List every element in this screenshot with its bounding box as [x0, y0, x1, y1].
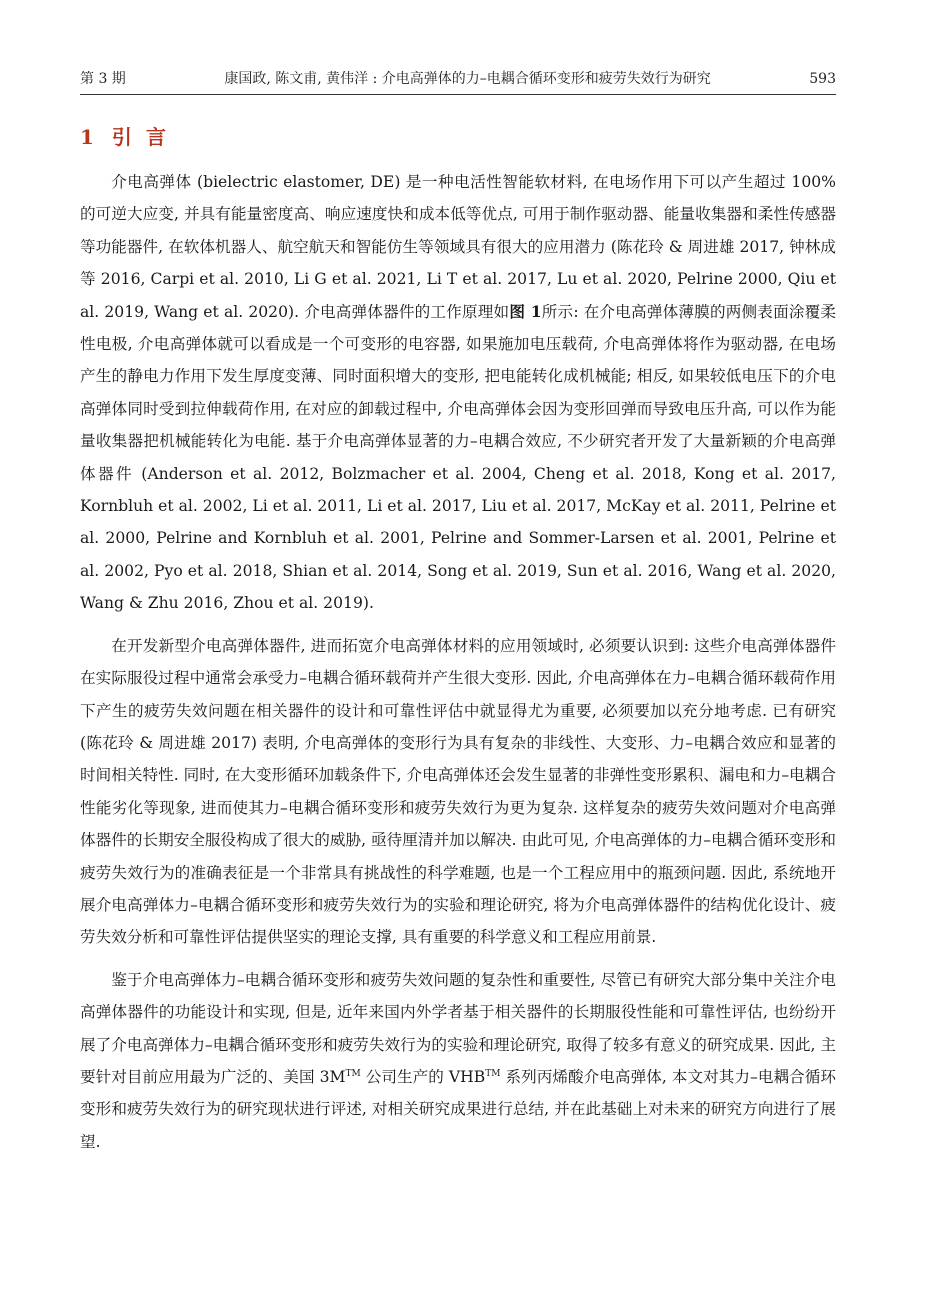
page-number: 593	[809, 71, 836, 87]
paragraph-3	[80, 964, 836, 1158]
paragraph-text: 鉴于介电高弹体力–电耦合循环变形和疲劳失效问题的复杂性和重要性, 尽管已有研究大部分集中关注介电高弹体器件的功能设计和实现, 但是, 近年来国内外学者基于相关器件的长期服役性能和可靠性评估, 也纷纷开展了介电高弹体力–电耦合循环变形和疲劳失效行为的实验和理论研究, 取得了较多有意义的研究成果. 因此, 主要针对目前应用最为广泛的、美国 3M	[80, 970, 836, 1086]
section-number: 1	[80, 125, 96, 149]
page	[80, 68, 836, 1168]
running-header	[80, 68, 836, 95]
trademark-sup: TM	[345, 1068, 361, 1079]
running-title: 康国政, 陈文甫, 黄伟洋 : 介电高弹体的力–电耦合循环变形和疲劳失效行为研究	[224, 71, 711, 87]
paragraph-text: 系列丙烯酸介电高弹体, 本文对其力–电耦合循环变形和疲劳失效行为的研究现状进行评述, 对相关研究成果进行总结, 并在此基础上对未来的研究方向进行了展望.	[80, 1067, 836, 1151]
section-heading	[80, 121, 836, 150]
trademark-sup: TM	[485, 1068, 501, 1079]
paragraph-text: 公司生产的 VHB	[360, 1067, 486, 1086]
paragraph-2: 在开发新型介电高弹体器件, 进而拓宽介电高弹体材料的应用领域时, 必须要认识到: 这些介电高弹体器件在实际服役过程中通常会承受力–电耦合循环载荷并产生很大变形. 因此, 介电高弹体在力–电耦合循环载荷作用下产生的疲劳失效问题在相关器件的设计和可靠性评估中就显得尤为重要, 必须要加以充分地考虑. 已有研究 (陈花玲 & 周进雄 2017) 表明, 介电高弹体的变形行为具有复杂的非线性、大变形、力–电耦合效应和显著的时间相关特性. 同时, 在大变形循环加载条件下, 介电高弹体还会发生显著的非弹性变形累积、漏电和力–电耦合性能劣化等现象, 进而使其力–电耦合循环变形和疲劳失效行为更为复杂. 这样复杂的疲劳失效问题对介电高弹体器件的长期安全服役构成了很大的威胁, 亟待厘清并加以解决. 由此可见, 介电高弹体的力–电耦合循环变形和疲劳失效行为的准确表征是一个非常具有挑战性的科学难题, 也是一个工程应用中的瓶颈问题. 因此, 系统地开展介电高弹体力–电耦合循环变形和疲劳失效行为的实验和理论研究, 将为介电高弹体器件的结构优化设计、疲劳失效分析和可靠性评估提供坚实的理论支撑, 具有重要的科学意义和工程应用前景.	[80, 636, 836, 947]
section-title: 引言	[111, 125, 180, 149]
figure-reference-link[interactable]: 图 1	[509, 301, 542, 321]
paragraph-text: 所示: 在介电高弹体薄膜的两侧表面涂覆柔性电极, 介电高弹体就可以看成是一个可变形的电容器, 如果施加电压载荷, 介电高弹体将作为驱动器, 在电场产生的静电力作用下发生厚度变薄、同时面积增大的变形, 把电能转化成机械能; 相反, 如果较低电压下的介电高弹体同时受到拉伸载荷作用, 在对应的卸载过程中, 介电高弹体会因为变形回弹而导致电压升高, 可以作为能量收集器把机械能转化为电能. 基于介电高弹体显著的力–电耦合效应, 不少研究者开发了大量新颖的介电高弹体器件 (Anderson et al. 2012, Bolzmacher et al. 2004, Cheng et al. 2018, Kong et al. 2017, Kornbluh et al. 2002, Li et al. 2011, Li et al. 2017, Liu et al. 2017, McKay et al. 2011, Pelrine et al. 2000, Pelrine and Kornbluh et al. 2001, Pelrine and Sommer-Larsen et al. 2001, Pelrine et al. 2002, Pyo et al. 2018, Shian et al. 2014, Song et al. 2019, Sun et al. 2016, Wang et al. 2020, Wang & Zhu 2016, Zhou et al. 2019).	[80, 302, 836, 613]
paragraph-text: 介电高弹体 (bielectric elastomer, DE) 是一种电活性智能软材料, 在电场作用下可以产生超过 100% 的可逆大应变, 并具有能量密度高、响应速度快和成本低等优点, 可用于制作驱动器、能量收集器和柔性传感器等功能器件, 在软体机器人、航空航天和智能仿生等领域具有很大的应用潜力 (陈花玲 & 周进雄 2017, 钟林成 等 2016, Carpi et al. 2010, Li G et al. 2021, Li T et al. 2017, Lu et al. 2020, Pelrine 2000, Qiu et al. 2019, Wang et al. 2020). 介电高弹体器件的工作原理如	[80, 173, 836, 321]
issue-label: 第 3 期	[80, 71, 126, 87]
paragraph-1	[80, 166, 836, 620]
